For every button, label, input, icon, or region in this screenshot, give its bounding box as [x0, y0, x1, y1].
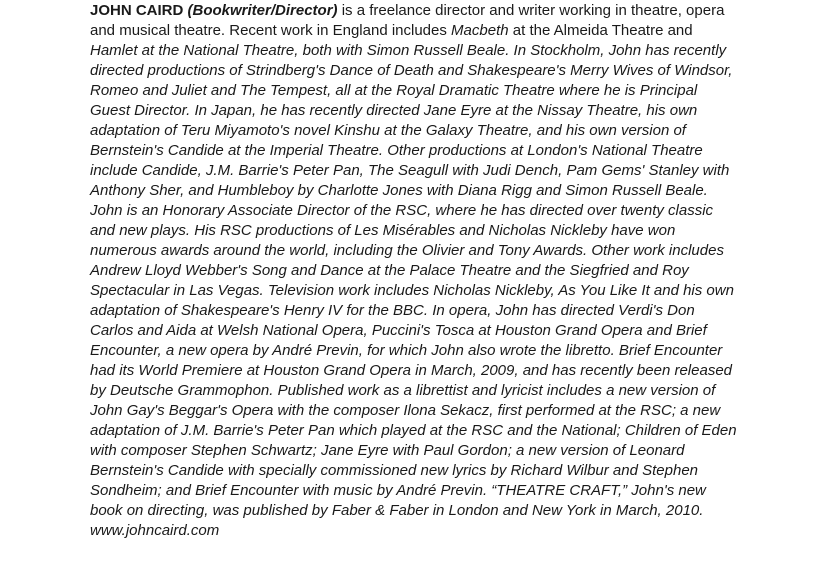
biography-paragraph	[90, 1, 740, 541]
person-name: JOHN CAIRD	[90, 2, 184, 19]
website-link[interactable]: www.johncaird.com	[90, 522, 220, 539]
person-role: (Bookwriter/Director)	[187, 2, 338, 19]
bio-macbeth-title: Macbeth	[451, 22, 509, 39]
bio-almeida-text: at the Almeida Theatre and	[508, 22, 693, 39]
bio-body-text: Hamlet at the National Theatre, both with Simon Russell Beale. In Stockholm, John has recently directed productions of Strindberg's Dance of Death and Shakespeare's Merry Wives of Windsor, Romeo and Juliet and The Tempest, all at the Royal Dramatic Theatre where he is Principal Guest Director. In Japan, he has recently directed Jane Eyre at the Nissay Theatre, his own adaptation of Teru Miyamoto's novel Kinshu at the Galaxy Theatre, and his own version of Bernstein's Candide at the Imperial Theatre. Other productions at London's National Theatre include Candide, J.M. Barrie's Peter Pan, The Seagull with Judi Dench, Pam Gems' Stanley with Anthony Sher, and Humbleboy by Charlotte Jones with Diana Rigg and Simon Russell Beale. John is an Honorary Associate Director of the RSC, where he has directed over twenty classic and new plays. His RSC productions of Les Misérables and Nicholas Nickleby have won numerous awards around the world, including the Olivier and Tony Awards. Other work includes Andrew Lloyd Webber's Song and Dance at the Palace Theatre and the Siegfried and Roy Spectacular in Las Vegas. Television work includes Nicholas Nickleby, As You Like It and his own adaptation of Shakespeare's Henry IV for the BBC. In opera, John has directed Verdi's Don Carlos and Aida at Welsh National Opera, Puccini's Tosca at Houston Grand Opera and Brief Encounter, a new opera by André Previn, for which John also wrote the libretto. Brief Encounter had its World Premiere at Houston Grand Opera in March, 2009, and has recently been released by Deutsche Grammophon. Published work as a librettist and lyricist includes a new version of John Gay's Beggar's Opera with the composer Ilona Sekacz, first performed at the RSC; a new adaptation of J.M. Barrie's Peter Pan which played at the RSC and the National; Children of Eden with composer Stephen Schwartz; Jane Eyre with Paul Gordon; a new version of Leonard Bernstein's Candide with specially commissioned new lyrics by Richard Wilbur and Stephen Sondheim; and Brief Encounter with music by André Previn. “THEATRE CRAFT,” John's new book on directing, was published by Faber & Faber in London and New York in March, 2010.	[90, 42, 737, 519]
bio-intro-text: is a freelance director and writer working in theatre, opera and musical theatre. Recent work in England includes	[90, 2, 725, 39]
